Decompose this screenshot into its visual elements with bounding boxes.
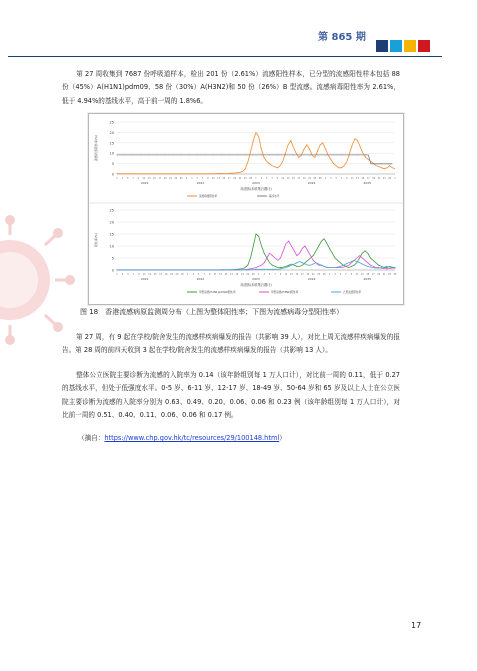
top-data-point <box>269 154 270 155</box>
bottom-data-point <box>280 258 281 259</box>
top-ytick-label: 0 <box>111 172 114 177</box>
top-week-tick: 13 <box>217 177 220 180</box>
top-week-tick: 9 <box>346 177 348 180</box>
bottom-data-point <box>141 269 142 270</box>
bottom-data-point <box>264 269 265 270</box>
top-week-tick: 21 <box>238 177 242 180</box>
top-data-point <box>277 154 278 155</box>
bottom-ytick-label: 25 <box>109 208 114 213</box>
paragraph-text: 第 27 周，有 9 起在学校/院舍发生的流感样疾病爆发的报告（共影响 39 人），对比上周无流感样疾病爆发的报告。第 28 周的前四天收到 3 起在学校/院舍发生的流感样疾病爆发的报告（共影响 13 人）。 <box>62 333 400 355</box>
top-data-point <box>253 140 254 141</box>
bottom-data-point <box>305 246 306 247</box>
bottom-week-tick: 7 <box>132 273 135 276</box>
top-data-point <box>309 149 310 150</box>
top-data-point <box>229 154 230 155</box>
bottom-week-tick: 17 <box>371 273 375 276</box>
bottom-week-tick: 25 <box>322 273 326 276</box>
top-week-tick: 3 <box>330 177 332 180</box>
virus-illustration <box>0 215 90 345</box>
paragraph-text: 整体公立医院主要诊断为流感的入院率为 0.14（该年龄组别每 1 万人口计），对比前一周的 0.11，低于 0.27 的基线水平，但处于低强度水平。0-5 岁、6-11 岁、12-17 岁、18-49 岁、50-64 岁和 65 岁及以上人士在公立医院主要诊断为流感的入院率分别为 0.63、0.49、0.20、0.06、0.06 和 0.23 例（该年龄组别每 1 万人口计），对比前一周的 0.51、0.40、0.11、0.06、0.06 和 0.17 例。 <box>62 371 400 420</box>
top-week-tick: 17 <box>366 177 370 180</box>
figure-caption: 图 18 香港流感病原监测周分布（上图为整体阳性率；下图为流感病毒分型阳性率） <box>80 308 344 316</box>
bottom-data-point <box>157 269 158 270</box>
bottom-week-tick: 9 <box>279 273 282 276</box>
bottom-xlabel: 周(按标本收集日期计) <box>240 283 272 287</box>
bottom-data-point <box>386 267 387 268</box>
top-week-tick: 23 <box>382 177 386 180</box>
bottom-data-point <box>256 234 257 235</box>
bottom-week-tick: 19 <box>235 273 239 276</box>
top-data-point <box>165 154 166 155</box>
bottom-legend-label: 乙型流感阳性率 <box>343 291 362 295</box>
bottom-data-point <box>305 264 306 265</box>
top-week-tick: 9 <box>207 177 209 180</box>
bottom-week-tick: 11 <box>213 273 217 276</box>
bottom-data-point <box>329 267 330 268</box>
bottom-data-point <box>313 264 314 265</box>
bottom-series-line <box>117 234 395 270</box>
bottom-data-point <box>272 269 273 270</box>
bottom-data-point <box>378 265 379 266</box>
top-year-label: 2022 <box>196 181 205 185</box>
header-rule <box>8 56 442 57</box>
top-week-tick: 7 <box>201 177 204 180</box>
bottom-data-point <box>117 269 118 270</box>
paragraph-text: 第 27 周收集到 7687 份呼吸道样本，检出 201 份（2.61%）流感阳性样本，已分型的流感阳性样本包括 88 份（45%）A(H1N1)pdm09、58 份（30%）A(H3N2)和 50 份（26%）B 型流感。流感病毒阳性率为 2.61%，低于 4.94%的基线水平，高于前一周的 1.8%6。 <box>62 70 400 105</box>
bottom-data-point <box>329 248 330 249</box>
bottom-week-tick: 7 <box>345 273 347 276</box>
bottom-data-point <box>149 269 150 270</box>
bottom-week-tick: 15 <box>295 273 299 276</box>
bottom-ylabel: 阳性率(%) <box>94 232 98 248</box>
top-data-point <box>173 154 174 155</box>
bottom-data-point <box>345 264 346 265</box>
bottom-week-tick: 23 <box>246 273 250 276</box>
top-data-point <box>357 140 358 141</box>
top-week-tick: 19 <box>233 177 237 180</box>
bottom-week-tick: 15 <box>224 273 228 276</box>
header-square-navy <box>376 40 388 52</box>
top-data-point <box>333 163 334 164</box>
bottom-week-tick: 17 <box>230 273 233 276</box>
top-week-tick: 25 <box>249 177 253 180</box>
top-data-point <box>341 167 342 168</box>
bottom-week-tick: 17 <box>159 273 163 276</box>
bottom-data-point <box>345 266 346 267</box>
bottom-data-point <box>231 269 232 270</box>
bottom-week-tick: 21 <box>170 273 173 276</box>
top-data-point <box>245 154 246 155</box>
bottom-data-point <box>223 269 224 270</box>
top-year-label: 2025 <box>363 181 372 185</box>
bottom-data-point <box>264 253 265 254</box>
top-data-point <box>165 173 166 174</box>
bottom-week-tick: 9 <box>138 273 140 276</box>
bottom-week-tick: 11 <box>355 273 359 276</box>
bottom-data-point <box>395 267 396 268</box>
bottom-week-tick: 1 <box>328 273 331 276</box>
top-week-tick: 25 <box>179 177 183 180</box>
bottom-data-point <box>264 262 265 263</box>
top-ylabel: 流感病毒阳性率(%) <box>94 134 98 162</box>
bottom-data-point <box>354 265 355 266</box>
top-data-point <box>317 151 318 152</box>
top-week-tick: 19 <box>372 177 376 180</box>
bottom-week-tick: 1 <box>187 273 189 276</box>
bottom-week-tick: 21 <box>311 273 315 276</box>
top-week-tick: 11 <box>281 177 285 180</box>
bottom-data-point <box>386 268 387 269</box>
top-data-point <box>181 173 182 174</box>
bottom-week-tick: 7 <box>203 273 205 276</box>
bottom-legend-label: 甲型流感(H1N1)pdm09阳性率 <box>199 291 236 295</box>
top-data-point <box>133 173 134 174</box>
top-week-tick: 11 <box>350 177 354 180</box>
bottom-week-tick: 9 <box>208 273 211 276</box>
bottom-ytick-label: 5 <box>111 256 114 261</box>
influenza-charts <box>89 114 403 304</box>
bottom-week-tick: 7 <box>274 273 276 276</box>
top-data-point <box>141 173 142 174</box>
top-data-point <box>237 172 238 173</box>
top-week-tick: 15 <box>361 177 365 180</box>
bottom-week-tick: 25 <box>251 273 255 276</box>
top-week-tick: 3 <box>260 177 263 180</box>
source-suffix: ） <box>279 434 286 442</box>
bottom-data-point <box>362 253 363 254</box>
top-week-tick: 25 <box>388 177 392 180</box>
top-data-point <box>309 154 310 155</box>
bottom-data-point <box>321 265 322 266</box>
top-year-label: 2024 <box>307 181 316 185</box>
top-data-point <box>381 167 382 168</box>
source-prefix: （摘自： <box>78 434 105 442</box>
top-legend-label: 流感病毒阳性率 <box>199 195 218 199</box>
top-data-point <box>245 168 246 169</box>
bottom-data-point <box>182 269 183 270</box>
top-ytick-label: 5 <box>111 162 114 167</box>
top-ytick-label: 10 <box>109 151 114 156</box>
bottom-data-point <box>166 269 167 270</box>
bottom-legend-label: 甲型流感(H3N2)阳性率 <box>271 291 299 295</box>
source-link[interactable]: https://www.chp.gov.hk/tc/resources/29/100148.html <box>104 434 280 442</box>
top-data-point <box>277 167 278 168</box>
bottom-data-point <box>190 269 191 270</box>
bottom-data-point <box>370 267 371 268</box>
top-week-tick: 15 <box>292 177 295 180</box>
top-data-point <box>117 173 118 174</box>
top-data-point <box>293 146 294 147</box>
top-data-point <box>269 163 270 164</box>
bottom-series-line <box>117 260 395 269</box>
top-data-point <box>381 163 382 164</box>
top-week-tick: 15 <box>153 177 156 180</box>
top-data-point <box>261 154 262 155</box>
bottom-week-tick: 13 <box>148 273 152 276</box>
top-data-point <box>349 154 350 155</box>
bottom-year-label: 2025 <box>363 277 372 281</box>
bottom-data-point <box>272 265 273 266</box>
top-data-point <box>325 154 326 155</box>
bottom-data-point <box>296 262 297 263</box>
top-data-point <box>221 154 222 155</box>
top-week-tick: 17 <box>297 177 301 180</box>
top-week-tick: 5 <box>196 177 198 180</box>
top-week-tick: 5 <box>265 177 268 180</box>
bottom-ytick-label: 20 <box>109 220 114 225</box>
bottom-data-point <box>272 255 273 256</box>
top-data-point <box>133 154 134 155</box>
top-week-tick: 19 <box>163 177 167 180</box>
top-week-tick: 1 <box>394 177 396 180</box>
bottom-year-label: 2023 <box>252 277 260 281</box>
top-data-point <box>213 173 214 174</box>
bottom-ytick-label: 10 <box>109 244 114 249</box>
figure-container <box>88 113 404 305</box>
bottom-week-tick: 19 <box>377 273 381 276</box>
top-data-point <box>117 154 118 155</box>
top-year-label: 2023 <box>252 181 260 185</box>
issue-number: 第 865 期 <box>318 32 366 43</box>
bottom-data-point <box>288 265 289 266</box>
bottom-data-point <box>198 269 199 270</box>
bottom-data-point <box>174 269 175 270</box>
bottom-week-tick: 5 <box>268 273 271 276</box>
top-week-tick: 3 <box>121 177 124 180</box>
top-week-tick: 21 <box>377 177 381 180</box>
top-week-tick: 17 <box>158 177 162 180</box>
top-week-tick: 17 <box>227 177 231 180</box>
bottom-week-tick: 3 <box>334 273 336 276</box>
bottom-year-label: 2022 <box>196 277 205 281</box>
bottom-data-point <box>247 269 248 270</box>
top-ytick-label: 25 <box>109 120 114 125</box>
bottom-data-point <box>280 268 281 269</box>
top-data-point <box>341 154 342 155</box>
bottom-week-tick: 21 <box>240 273 244 276</box>
top-data-point <box>213 154 214 155</box>
header-square-yellow <box>404 40 416 52</box>
top-ytick-label: 15 <box>109 141 114 146</box>
top-week-tick: 11 <box>142 177 146 180</box>
top-data-point <box>285 154 286 155</box>
top-data-point <box>317 154 318 155</box>
bottom-data-point <box>386 266 387 267</box>
top-week-tick: 9 <box>276 177 279 180</box>
top-week-tick: 11 <box>211 177 215 180</box>
bottom-data-point <box>362 258 363 259</box>
bottom-data-point <box>296 255 297 256</box>
top-data-point <box>181 154 182 155</box>
bottom-data-point <box>370 258 371 259</box>
bottom-ytick-label: 0 <box>111 268 114 273</box>
top-week-tick: 21 <box>308 177 311 180</box>
top-data-point <box>333 154 334 155</box>
top-series-line <box>117 155 392 164</box>
bottom-data-point <box>215 269 216 270</box>
top-data-point <box>325 149 326 150</box>
top-week-tick: 23 <box>243 177 247 180</box>
bottom-week-tick: 5 <box>127 273 129 276</box>
bottom-data-point <box>337 267 338 268</box>
bottom-data-point <box>256 269 257 270</box>
bottom-week-tick: 19 <box>306 273 310 276</box>
bottom-data-point <box>337 260 338 261</box>
top-data-point <box>237 154 238 155</box>
page-number: 17 <box>411 621 422 630</box>
header-square-blue <box>390 40 402 52</box>
bottom-data-point <box>125 269 126 270</box>
bottom-week-tick: 15 <box>153 273 157 276</box>
top-week-tick: 7 <box>271 177 273 180</box>
header-square-red <box>418 40 430 52</box>
top-data-point <box>125 173 126 174</box>
bottom-week-tick: 13 <box>360 273 364 276</box>
bottom-week-tick: 13 <box>219 273 222 276</box>
source-note <box>78 432 286 442</box>
paragraph-outbreaks <box>62 331 400 358</box>
bottom-data-point <box>256 267 257 268</box>
bottom-data-point <box>280 267 281 268</box>
top-week-tick: 5 <box>126 177 129 180</box>
bottom-data-point <box>296 266 297 267</box>
bottom-data-point <box>288 266 289 267</box>
top-data-point <box>157 154 158 155</box>
top-data-point <box>125 154 126 155</box>
top-week-tick: 19 <box>302 177 306 180</box>
bottom-data-point <box>133 269 134 270</box>
bottom-data-point <box>321 241 322 242</box>
top-data-point <box>229 173 230 174</box>
top-data-point <box>189 154 190 155</box>
top-data-point <box>253 154 254 155</box>
bottom-data-point <box>239 269 240 270</box>
top-data-point <box>301 154 302 155</box>
bottom-year-label: 2024 <box>307 277 316 281</box>
top-data-point <box>261 149 262 150</box>
bottom-week-tick: 3 <box>121 273 124 276</box>
top-data-point <box>389 163 390 164</box>
paragraph-positivity <box>62 68 400 108</box>
top-data-point <box>197 154 198 155</box>
bottom-week-tick: 25 <box>393 273 397 276</box>
bottom-year-label: 2021 <box>140 277 149 281</box>
bottom-week-tick: 21 <box>382 273 386 276</box>
top-week-tick: 1 <box>255 177 257 180</box>
bottom-week-tick: 23 <box>175 273 179 276</box>
bottom-data-point <box>247 265 248 266</box>
bottom-week-tick: 17 <box>300 273 304 276</box>
bottom-data-point <box>354 260 355 261</box>
bottom-week-tick: 23 <box>388 273 391 276</box>
bottom-week-tick: 3 <box>192 273 195 276</box>
bottom-week-tick: 1 <box>258 273 260 276</box>
top-data-point <box>197 173 198 174</box>
top-data-point <box>173 173 174 174</box>
top-week-tick: 23 <box>174 177 178 180</box>
bottom-data-point <box>370 265 371 266</box>
top-legend-label: 基线水平 <box>269 195 280 199</box>
top-week-tick: 23 <box>313 177 317 180</box>
top-data-point <box>293 154 294 155</box>
bottom-data-point <box>206 269 207 270</box>
bottom-week-tick: 15 <box>366 273 370 276</box>
top-data-point <box>221 173 222 174</box>
bottom-ytick-label: 15 <box>109 232 114 237</box>
top-week-tick: 1 <box>324 177 327 180</box>
top-data-point <box>365 157 366 158</box>
bottom-week-tick: 5 <box>339 273 342 276</box>
top-week-tick: 15 <box>222 177 226 180</box>
top-data-point <box>205 154 206 155</box>
top-week-tick: 1 <box>116 177 118 180</box>
top-data-point <box>189 173 190 174</box>
bottom-week-tick: 11 <box>142 273 146 276</box>
top-data-point <box>149 154 150 155</box>
top-data-point <box>357 154 358 155</box>
top-data-point <box>389 165 390 166</box>
bottom-week-tick: 25 <box>181 273 184 276</box>
bottom-week-tick: 9 <box>350 273 353 276</box>
bottom-week-tick: 11 <box>284 273 288 276</box>
top-week-tick: 1 <box>185 177 188 180</box>
top-week-tick: 7 <box>132 177 134 180</box>
bottom-week-tick: 5 <box>198 273 200 276</box>
top-week-tick: 13 <box>286 177 290 180</box>
bottom-week-tick: 13 <box>290 273 293 276</box>
top-week-tick: 9 <box>137 177 140 180</box>
bottom-data-point <box>362 264 363 265</box>
top-data-point <box>205 173 206 174</box>
top-week-tick: 5 <box>335 177 337 180</box>
bottom-data-point <box>313 260 314 261</box>
top-week-tick: 13 <box>147 177 151 180</box>
top-data-point <box>141 154 142 155</box>
bottom-data-point <box>378 268 379 269</box>
top-data-point <box>157 173 158 174</box>
bottom-week-tick: 3 <box>263 273 265 276</box>
top-week-tick: 3 <box>191 177 193 180</box>
bottom-week-tick: 19 <box>164 273 168 276</box>
bottom-data-point <box>305 262 306 263</box>
paragraph-admission <box>62 369 400 423</box>
top-data-point <box>373 163 374 164</box>
top-xlabel: 周(按标本收集日期计) <box>240 187 272 191</box>
top-data-point <box>349 153 350 154</box>
top-week-tick: 21 <box>169 177 172 180</box>
top-week-tick: 13 <box>356 177 359 180</box>
bottom-week-tick: 23 <box>317 273 321 276</box>
top-ytick-label: 20 <box>109 130 114 135</box>
top-week-tick: 7 <box>340 177 343 180</box>
bottom-data-point <box>288 241 289 242</box>
top-year-label: 2021 <box>140 181 149 185</box>
top-data-point <box>285 153 286 154</box>
bottom-week-tick: 1 <box>116 273 118 276</box>
top-week-tick: 25 <box>318 177 322 180</box>
bottom-data-point <box>313 255 314 256</box>
top-data-point <box>149 173 150 174</box>
top-data-point <box>365 154 366 155</box>
